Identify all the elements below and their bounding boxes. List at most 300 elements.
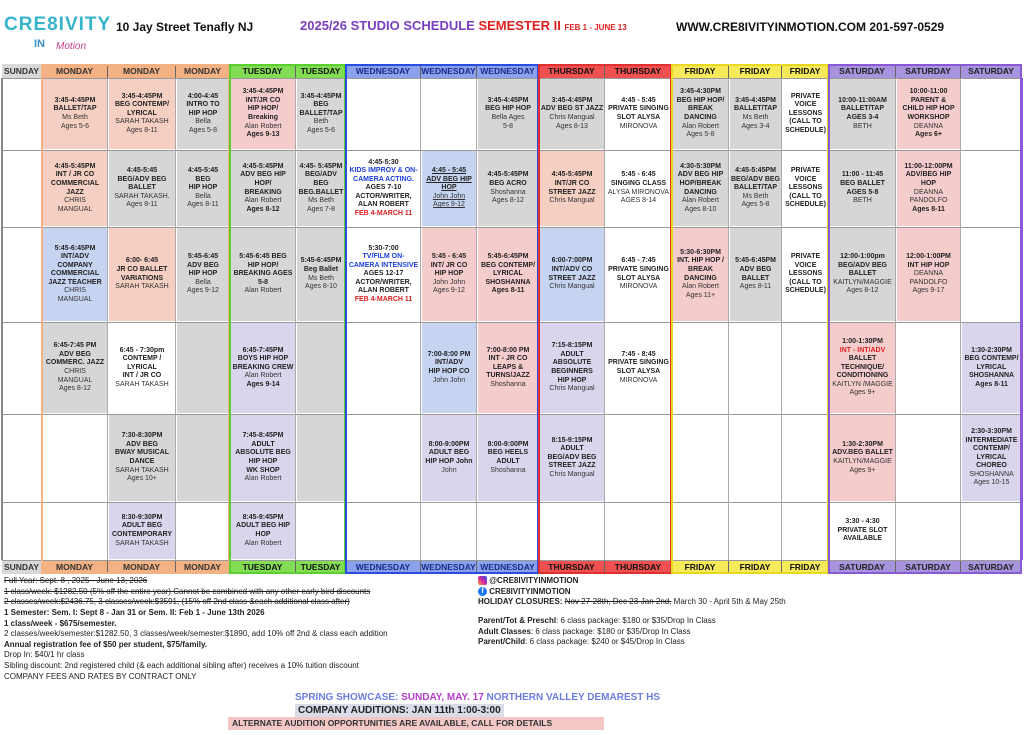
class-line: ACTOR/WRITER, <box>355 278 412 286</box>
class-line: ADULT <box>560 445 584 453</box>
class-line: PRIVATE SINGING <box>608 359 669 367</box>
showcase-venue: NORTHERN VALLEY DEMAREST HS <box>483 692 661 703</box>
class-line: HIP HOP/ <box>247 261 279 269</box>
class-cell[interactable] <box>43 228 107 321</box>
class-cell[interactable] <box>897 503 960 559</box>
class-line: COMMERCIAL <box>50 270 100 278</box>
class-cell[interactable] <box>422 228 476 321</box>
class-cell[interactable] <box>830 415 895 501</box>
class-cell[interactable] <box>606 228 671 321</box>
class-line: Ages 11+ <box>685 291 716 299</box>
showcase-label: SPRING SHOWCASE: <box>295 692 402 703</box>
class-line: 8:30-9:30PM <box>121 513 163 521</box>
class-line: 7:00-8:00 PM <box>427 350 471 358</box>
class-line: Ages 5-8 <box>686 131 715 139</box>
class-cell[interactable] <box>730 151 781 226</box>
class-line: 6:45-7:45PM <box>242 346 284 354</box>
class-cell[interactable] <box>606 415 671 501</box>
class-line: SARAH TAKASH <box>115 118 169 126</box>
class-cell[interactable] <box>830 503 895 559</box>
day-header-monday: MONDAY <box>42 64 108 78</box>
class-line: 4:45-5:45PM <box>551 171 593 179</box>
studio-logo[interactable] <box>4 14 110 62</box>
class-line: HIP HOP CO <box>428 368 470 375</box>
class-line: INT HIP HOP <box>907 261 950 269</box>
class-cell[interactable] <box>422 323 476 413</box>
class-line: ADULT BEG <box>428 449 470 457</box>
class-line: COMPANY <box>57 261 93 269</box>
day-header-friday: FRIDAY <box>729 64 782 78</box>
class-line: 4:45-5:45 <box>187 167 219 175</box>
footer-day-header-thursday: THURSDAY <box>605 560 672 574</box>
class-cell[interactable] <box>109 79 175 149</box>
class-cell[interactable] <box>606 503 671 559</box>
class-line: SINGING CLASS <box>610 179 667 187</box>
class-line: Bella <box>195 118 211 126</box>
class-cell[interactable] <box>540 323 604 413</box>
class-line: Ages 7-8 <box>306 205 336 213</box>
class-line: CHRIS <box>64 287 86 295</box>
class-line: 10:00-11:00 <box>909 88 948 96</box>
package-line <box>478 637 1018 648</box>
class-cell[interactable] <box>830 151 895 226</box>
class-cell[interactable] <box>297 151 345 226</box>
grid-line <box>107 78 108 560</box>
class-line: SARAH TAKASH <box>115 539 169 547</box>
class-cell[interactable] <box>730 228 781 321</box>
class-cell[interactable] <box>3 323 41 413</box>
class-cell[interactable] <box>231 503 295 559</box>
package-price: : 6 class package: $180 or $35/Drop In Class <box>556 615 716 625</box>
class-line: WK SHOP <box>246 466 280 474</box>
class-cell[interactable] <box>347 228 420 321</box>
class-cell[interactable] <box>297 79 345 149</box>
class-cell[interactable] <box>730 79 781 149</box>
class-line: 4:45-5:45PM <box>487 171 529 179</box>
class-line: HIP HOP <box>188 184 218 192</box>
class-cell[interactable] <box>730 323 781 413</box>
class-cell[interactable] <box>43 79 107 149</box>
class-cell[interactable] <box>783 151 828 226</box>
class-line: ACTOR/WRITER, <box>355 192 412 200</box>
class-line: Ages 9-12 <box>433 201 465 209</box>
class-line: Ages 9-12 <box>187 287 219 295</box>
class-cell[interactable] <box>673 79 728 149</box>
class-cell[interactable] <box>177 415 229 501</box>
footer-day-header-saturday: SATURDAY <box>896 560 961 574</box>
studio-address: 10 Jay Street Tenafly NJ <box>116 20 254 34</box>
class-line: BEG/ADV BEG <box>305 171 337 187</box>
class-line: BREAK <box>688 105 713 113</box>
header <box>0 0 1024 64</box>
class-cell[interactable] <box>730 503 781 559</box>
class-line: BALLET <box>128 184 156 192</box>
class-line: 5-8 <box>502 122 514 130</box>
class-cell[interactable] <box>478 228 538 321</box>
class-line: BEG <box>195 175 211 183</box>
class-line: INT/ADV <box>61 253 89 261</box>
day-header-thursday: THURSDAY <box>605 64 672 78</box>
class-line: 6:00- 6:45 <box>125 257 159 265</box>
day-header-tuesday: TUESDAY <box>230 64 296 78</box>
class-cell[interactable] <box>3 151 41 226</box>
holiday-label: HOLIDAY CLOSURES: <box>478 597 563 607</box>
class-cell[interactable] <box>478 323 538 413</box>
class-cell[interactable] <box>109 323 175 413</box>
class-cell[interactable] <box>478 503 538 559</box>
class-line: INT/JR CO <box>245 96 281 104</box>
class-cell[interactable] <box>177 151 229 226</box>
class-line: 8:45-9:45PM <box>242 513 284 521</box>
class-cell[interactable] <box>783 228 828 321</box>
class-line: Ages 8-11 <box>491 287 525 295</box>
class-line: Ages 6+ <box>914 131 943 139</box>
class-line: 5-8 <box>257 278 269 286</box>
class-line: BWAY MUSICAL <box>114 449 170 457</box>
class-line: INT - JR CO <box>488 355 528 363</box>
class-cell[interactable] <box>897 415 960 501</box>
package-name: Adult Classes <box>478 626 531 636</box>
class-line: BEG HIP HOP <box>485 105 531 113</box>
class-line: ABSOLUTE BEG <box>235 449 291 457</box>
class-line: BEG <box>313 101 329 109</box>
class-cell[interactable] <box>347 323 420 413</box>
class-cell[interactable] <box>540 151 604 226</box>
class-cell[interactable] <box>830 79 895 149</box>
class-line: Shoshanna <box>490 188 526 196</box>
class-cell[interactable] <box>43 503 107 559</box>
class-line: MIRONOVA <box>619 376 658 384</box>
showcase-date: SUNDAY, MAY. 17 <box>401 692 484 703</box>
class-line: 5:30-6:30PM <box>680 248 721 256</box>
class-cell[interactable] <box>3 79 41 149</box>
class-line: Alan Robert <box>244 372 282 380</box>
class-cell[interactable] <box>962 151 1021 226</box>
class-cell[interactable] <box>3 415 41 501</box>
pricing-line: 1 class/week: $1282.50 (5% off the entire year) Cannot be combined with any other early bird discounts <box>4 586 371 596</box>
class-line: AGES 8-14 <box>620 197 657 205</box>
class-line: LYRICAL <box>493 270 523 278</box>
grid-line <box>420 78 421 560</box>
class-line: 5:45 - 6:45 <box>621 171 656 179</box>
class-cell[interactable] <box>347 415 420 501</box>
class-cell[interactable] <box>673 503 728 559</box>
day-header-wednesday: WEDNESDAY <box>346 64 421 78</box>
class-line: 3:45-4:45PM <box>551 96 593 104</box>
class-line: BEG CONTEMP/ <box>964 355 1019 363</box>
class-line: BALLET/TAP <box>733 184 778 192</box>
class-cell[interactable] <box>347 503 420 559</box>
class-cell[interactable] <box>962 503 1021 559</box>
class-line: ADV BEG HIP <box>240 171 286 179</box>
class-line: BEG CONTEMP/ <box>114 101 170 109</box>
class-cell[interactable] <box>43 323 107 413</box>
class-line: Ms Beth <box>742 114 769 121</box>
class-cell[interactable] <box>231 415 295 501</box>
class-line: BREAKING <box>244 188 282 196</box>
package-price: : 6 class package: $240 or $45/Drop In Class <box>525 637 685 647</box>
class-line: 4:45-5:45 <box>126 167 158 175</box>
class-cell[interactable] <box>297 415 345 501</box>
class-cell[interactable] <box>231 323 295 413</box>
class-line: Bella <box>195 192 211 200</box>
class-line: ADV BEG ST JAZZ <box>540 105 604 113</box>
day-header-wednesday: WEDNESDAY <box>421 66 476 76</box>
class-line: Ages 8-11 <box>912 205 945 213</box>
class-line: 12:00-1:00pm <box>840 253 885 261</box>
class-cell[interactable] <box>3 228 41 321</box>
class-cell[interactable] <box>673 323 728 413</box>
class-cell[interactable] <box>43 151 107 226</box>
class-line: AGES 5-8 <box>846 188 879 196</box>
class-line: 8:00-9:00PM <box>428 440 470 448</box>
class-line: SHOSHANNA <box>969 470 1014 478</box>
class-line: MIRONOVA <box>619 122 658 130</box>
footer-day-header-saturday: SATURDAY <box>829 560 896 574</box>
grid-line <box>345 78 347 560</box>
class-cell[interactable] <box>3 503 41 559</box>
package-price: : 6 class package: $180 or $35/Drop In Class <box>530 626 691 636</box>
class-line: Ages 8-12 <box>246 205 280 213</box>
class-line: ADV BEG HIP <box>426 175 472 183</box>
class-cell[interactable] <box>422 503 476 559</box>
instagram-icon[interactable] <box>478 576 487 585</box>
class-cell[interactable] <box>297 228 345 321</box>
grid-line <box>229 78 231 560</box>
class-line: STREET JAZZ <box>548 188 596 196</box>
day-header-friday: FRIDAY <box>672 64 729 78</box>
class-line: 5:45 - 6:45 <box>431 253 467 261</box>
class-cell[interactable] <box>422 79 476 149</box>
class-line: 4:45-5:45PM <box>54 162 96 170</box>
phone-number[interactable]: 201-597-0529 <box>869 20 945 34</box>
footer-day-header-wednesday: WEDNESDAY <box>421 562 476 572</box>
class-line: Alan Robert <box>244 539 282 547</box>
class-cell[interactable] <box>606 323 671 413</box>
pricing-line: Annual registration fee of $50 per student, $75/family. <box>4 639 208 649</box>
grid-line <box>2 78 1022 79</box>
footer-day-header-tuesday: TUESDAY <box>296 560 346 574</box>
footer-day-header-tuesday: TUESDAY <box>230 560 296 574</box>
class-line: FEB 4-MARCH 11 <box>354 209 413 217</box>
class-line: Ms Beth <box>62 114 88 121</box>
class-cell[interactable] <box>177 79 229 149</box>
logo-text: CRE8IVITY <box>4 14 112 35</box>
grid-line <box>295 78 296 560</box>
class-line: 1:00-1:30PM <box>842 338 883 346</box>
class-line: BALLET <box>741 274 770 282</box>
class-line: CHRIS <box>64 197 86 205</box>
grid-line <box>1021 78 1023 560</box>
class-cell[interactable] <box>231 228 295 321</box>
class-line: TV/FILM ON- <box>362 253 405 261</box>
class-cell[interactable] <box>231 151 295 226</box>
grid-line <box>604 78 605 560</box>
class-line: LYRICAL <box>976 453 1007 461</box>
class-cell[interactable] <box>297 323 345 413</box>
class-cell[interactable] <box>540 228 604 321</box>
logo-in: IN <box>34 38 45 50</box>
class-cell[interactable] <box>109 151 175 226</box>
pricing-line: 1 Semester: Sem. I: Sept 8 - Jan 31 or Sem. II: Feb 1 - June 13th 2026 <box>4 607 265 617</box>
pricing-line: Full Year: Sept. 8 , 2025 - June 13, 2026 <box>4 576 148 585</box>
class-cell[interactable] <box>673 415 728 501</box>
company-auditions: COMPANY AUDITIONS: JAN 11th 1:00-3:00 <box>295 704 504 717</box>
class-line: Alan Robert <box>244 197 282 205</box>
class-line: 5:45-6:45PM <box>54 244 96 252</box>
class-line: Ages 9+ <box>849 466 876 474</box>
class-cell[interactable] <box>783 79 828 149</box>
class-line: 7:30-8:30PM <box>121 432 163 440</box>
social-and-packages <box>478 576 1018 648</box>
class-line: Ages 5-8 <box>741 201 770 209</box>
class-cell[interactable] <box>962 415 1021 501</box>
class-cell[interactable] <box>177 503 229 559</box>
class-line: Alan Robert <box>682 283 719 291</box>
class-cell[interactable] <box>962 228 1021 321</box>
class-line: 5:45-6:45 <box>187 253 219 261</box>
class-line: Ages 9-17 <box>912 287 945 295</box>
class-cell[interactable] <box>830 323 895 413</box>
class-line: 4:00-4:45 <box>187 92 219 100</box>
grid-line <box>2 322 1022 323</box>
class-cell[interactable] <box>897 228 960 321</box>
class-cell[interactable] <box>177 228 229 321</box>
class-line: FEB 4-MARCH 11 <box>354 295 413 303</box>
class-cell[interactable] <box>783 323 828 413</box>
class-line: 4:30-5:30PM <box>680 162 721 170</box>
day-header-saturday: SATURDAY <box>829 64 896 78</box>
class-line: CONTEMP / <box>122 355 162 363</box>
logo-motion: Motion <box>56 41 87 52</box>
class-line: Ms Beth <box>308 197 334 205</box>
grid-line <box>2 227 1022 228</box>
class-line: HIP HOP <box>188 270 218 278</box>
class-line: CHOREO <box>976 462 1007 470</box>
class-line: HOP <box>255 531 271 538</box>
class-line: BEG CONTEMP/ <box>480 261 536 269</box>
class-line: 4:45-5:45PM <box>242 162 284 170</box>
class-cell[interactable] <box>673 151 728 226</box>
class-line: CONTEMPORARY <box>111 531 173 538</box>
class-cell[interactable] <box>606 79 671 149</box>
class-line: 12:00-1:00PM <box>906 253 951 261</box>
class-cell[interactable] <box>540 415 604 501</box>
class-cell[interactable] <box>897 79 960 149</box>
class-line: DEANNA <box>913 188 944 196</box>
class-cell[interactable] <box>297 503 345 559</box>
class-line: LESSONS <box>788 184 823 192</box>
website-link[interactable]: WWW.CRE8IVITYINMOTION.COM <box>676 20 866 34</box>
class-line: INTRO TO <box>186 101 220 109</box>
class-line: (CALL TO <box>789 278 822 286</box>
class-line: TECHNIQUE/ <box>840 363 885 371</box>
class-line: SARAH TAKASH <box>115 466 169 474</box>
class-cell[interactable] <box>478 415 538 501</box>
class-cell[interactable] <box>231 79 295 149</box>
class-line: INT / JR CO <box>55 171 95 179</box>
class-line: INT / JR CO <box>122 372 162 380</box>
class-cell[interactable] <box>347 79 420 149</box>
class-line: ADV.BEG BALLET <box>832 449 893 457</box>
class-line: ADULT <box>560 350 584 358</box>
class-cell[interactable] <box>540 79 604 149</box>
class-line: 4:45 - 5:45 <box>621 96 656 104</box>
spring-showcase <box>295 691 660 704</box>
class-cell[interactable] <box>830 228 895 321</box>
class-cell[interactable] <box>478 151 538 226</box>
class-cell[interactable] <box>347 151 420 226</box>
pricing-line: 2 classes/week:$2436.75, 3 classes/week:$3591, (15% off 2nd class &each additional class after) <box>4 597 350 607</box>
footer-day-header-saturday: SATURDAY <box>961 560 1022 574</box>
class-line: BEG BALLET <box>840 179 885 187</box>
class-cell[interactable] <box>730 415 781 501</box>
class-cell[interactable] <box>109 415 175 501</box>
class-cell[interactable] <box>962 79 1021 149</box>
class-cell[interactable] <box>540 503 604 559</box>
class-line: PRIVATE <box>790 167 821 175</box>
grid-line <box>538 78 540 560</box>
class-cell[interactable] <box>43 415 107 501</box>
class-cell[interactable] <box>422 151 476 226</box>
class-cell[interactable] <box>478 79 538 149</box>
class-cell[interactable] <box>897 323 960 413</box>
package-name: Parent/Tot & Preschl <box>478 615 557 625</box>
class-line: 5:45-6:45PM <box>487 253 529 261</box>
class-line: HIP HOP John <box>425 458 473 465</box>
class-line: 7:45 - 8:45 <box>621 350 656 358</box>
class-line: LYRICAL <box>127 109 157 117</box>
class-line: DEANNA <box>913 122 944 130</box>
class-line: Chris Mangual <box>549 114 595 121</box>
grid-line <box>1 78 3 560</box>
class-cell[interactable] <box>673 228 728 321</box>
class-line: 6:45 - 7:30pm <box>119 346 165 354</box>
class-line: HOP <box>441 184 457 192</box>
class-cell[interactable] <box>606 151 671 226</box>
class-cell[interactable] <box>109 228 175 321</box>
class-line: BALLET <box>848 270 877 278</box>
day-header-saturday: SATURDAY <box>961 64 1022 78</box>
class-line: HIP HOP <box>248 458 278 465</box>
class-line: BALLET/TAP <box>53 105 97 113</box>
class-cell[interactable] <box>897 151 960 226</box>
class-line: AGES 12-17 <box>363 270 404 278</box>
class-cell[interactable] <box>783 503 828 559</box>
class-line: PRIVATE <box>790 92 821 100</box>
class-line: 4:45- 5:45PM <box>299 162 343 170</box>
facebook-icon[interactable]: f <box>478 587 487 596</box>
class-cell[interactable] <box>962 323 1021 413</box>
class-cell[interactable] <box>177 323 229 413</box>
class-line: Chris Mangual <box>549 470 595 478</box>
class-line: BREAK <box>688 265 713 273</box>
class-cell[interactable] <box>109 503 175 559</box>
contact <box>676 20 944 34</box>
class-line: MIRONOVA <box>619 283 658 291</box>
class-line: AGES 3-4 <box>846 114 879 121</box>
instagram-handle[interactable]: @CRE8IVITYINMOTION <box>489 576 579 585</box>
pricing-line: Drop In: $40/1 hr class <box>4 650 85 660</box>
class-line: Ages 5-6 <box>60 122 90 130</box>
class-line: Alan Robert <box>682 122 719 130</box>
class-cell[interactable] <box>783 415 828 501</box>
facebook-handle[interactable]: CRE8IVITYINMOTION <box>489 586 571 596</box>
class-line: KAITLYN/MAGGIE <box>833 278 892 286</box>
class-line: 5:45-6:45PM <box>300 257 342 265</box>
class-line: Ages 8-11 <box>126 126 158 134</box>
class-cell[interactable] <box>422 415 476 501</box>
